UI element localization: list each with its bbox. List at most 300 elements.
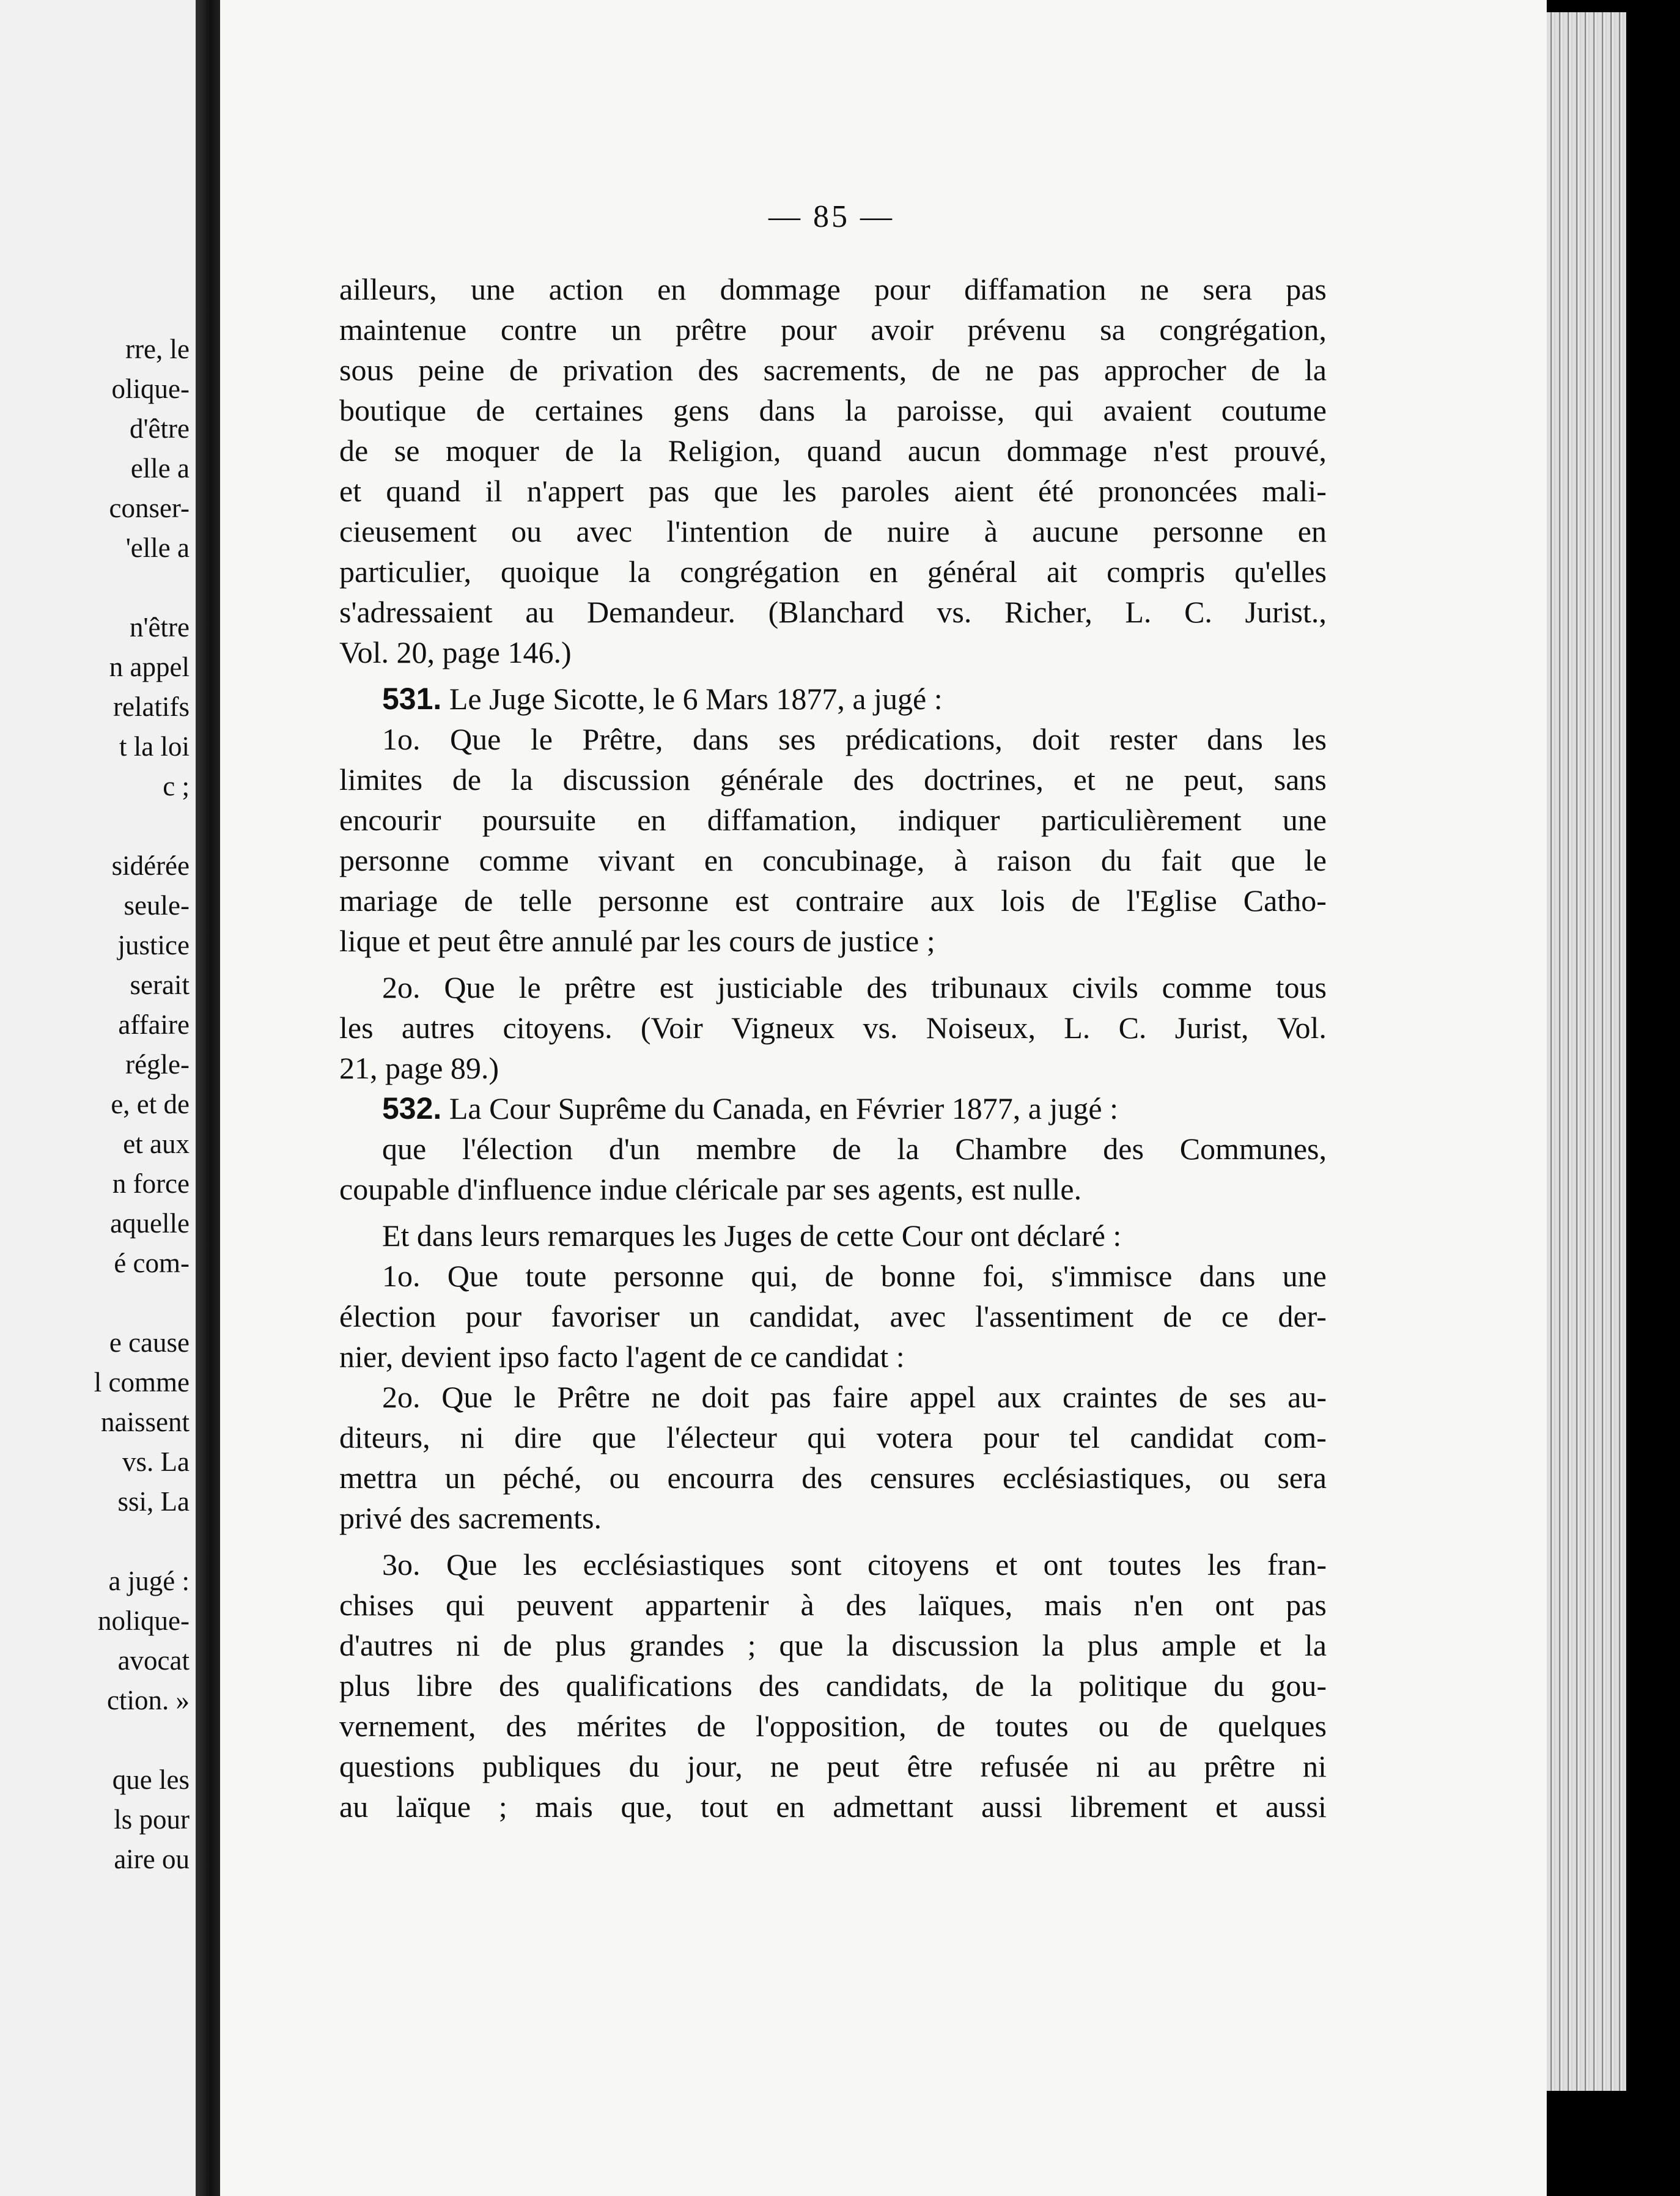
page-edges (1547, 12, 1626, 2091)
word: et (1215, 1789, 1238, 1824)
text-line (339, 967, 1327, 1008)
word: pour (781, 312, 837, 347)
word: quand (806, 433, 882, 468)
prev-page-text-fragment: e, et de (111, 1089, 190, 1119)
word: des (506, 1709, 547, 1743)
word: il (485, 474, 503, 508)
word: diffamation, (707, 803, 857, 837)
word: du (1100, 843, 1132, 877)
word: prêtre (675, 312, 747, 347)
word: au (1148, 1749, 1177, 1783)
word: Prêtre (557, 1380, 630, 1414)
word: se (394, 433, 420, 468)
word: de (936, 1709, 965, 1743)
word: prédications, (845, 722, 1003, 756)
word: l'électeur (666, 1420, 778, 1454)
word: en (869, 555, 898, 589)
word: comme (479, 843, 569, 877)
text-line (339, 880, 1327, 921)
paragraph-531-heading (339, 679, 1327, 719)
prev-page-text-fragment: n'être (129, 612, 190, 643)
text-line (339, 1377, 1327, 1417)
word: être (907, 1749, 953, 1783)
prev-page-text-fragment: d'être (129, 413, 190, 444)
word: que, (621, 1789, 673, 1824)
text-line (339, 1417, 1327, 1457)
word: la (846, 1628, 869, 1662)
word: des (1103, 1132, 1144, 1166)
word: congrégation (680, 555, 840, 589)
word: en (704, 843, 734, 877)
word: candidats, (825, 1668, 949, 1703)
word: mariage (339, 883, 438, 918)
word: Religion, (668, 433, 781, 468)
word: les (339, 1011, 374, 1045)
word: la (1304, 1628, 1327, 1662)
prev-page-text-fragment: ls pour (114, 1804, 190, 1835)
word: d'un (608, 1132, 660, 1166)
word: ne (985, 353, 1014, 387)
word: 3o. (382, 1547, 421, 1582)
word: boutique (339, 393, 446, 427)
word: contraire (795, 883, 904, 918)
word: ont (1043, 1547, 1083, 1582)
word: quand (386, 474, 461, 508)
word: sa (1100, 312, 1126, 347)
text-line (339, 511, 1327, 551)
word: contre (500, 312, 577, 347)
word: personne (613, 1259, 724, 1293)
word: que (382, 1132, 427, 1166)
word: avaient (1103, 393, 1192, 427)
word: ne (1140, 272, 1170, 306)
word: et (1073, 762, 1096, 797)
word: tous (1275, 970, 1327, 1004)
word: de (1159, 1709, 1188, 1743)
text-line (339, 719, 1327, 759)
word: pas (1286, 272, 1327, 306)
word: en (776, 1789, 805, 1824)
word: dans (759, 393, 816, 427)
prev-page-text-fragment: a jugé : (108, 1566, 190, 1596)
prev-page-text-fragment: olique- (111, 374, 190, 404)
word: de (452, 762, 482, 797)
word: les (783, 474, 817, 508)
word: craintes (1062, 1380, 1158, 1414)
word: prononcées (1098, 474, 1238, 508)
word: diteurs, (339, 1420, 430, 1454)
word: des (759, 1668, 800, 1703)
word: C. (1184, 595, 1212, 629)
prev-page-text-fragment: justice (117, 930, 190, 960)
word: de (825, 1259, 854, 1293)
word: mettra (339, 1461, 418, 1495)
body-text (339, 269, 1327, 1827)
word: der- (1278, 1299, 1327, 1333)
word: une (471, 272, 515, 306)
word: l'Eglise (1126, 883, 1217, 918)
word: gou- (1270, 1668, 1327, 1703)
word: peine (418, 353, 485, 387)
word: la (1304, 353, 1327, 387)
prev-page-text-fragment: 'elle a (125, 532, 190, 563)
paragraph-532-heading (339, 1088, 1327, 1129)
word: prêtre (564, 970, 636, 1004)
word: laïques, (918, 1588, 1013, 1622)
word: que (1231, 843, 1275, 877)
text-line (339, 269, 1327, 309)
word: au (525, 595, 554, 629)
word: faire (832, 1380, 889, 1414)
word: le (514, 1380, 536, 1414)
prev-page-text-fragment: c ; (163, 771, 190, 801)
word: favoriser (551, 1299, 660, 1333)
word: vs. (937, 595, 972, 629)
word: de (975, 1668, 1004, 1703)
word: foi, (982, 1259, 1025, 1293)
word: tribunaux (930, 970, 1048, 1004)
word: que (779, 1628, 823, 1662)
word: 2o. (382, 1380, 421, 1414)
word: aux (930, 883, 974, 918)
word: dire (514, 1420, 562, 1454)
word: l'élection (462, 1132, 573, 1166)
word: action (548, 272, 624, 306)
text-line (339, 759, 1327, 800)
page-number: — 85 — (768, 199, 894, 234)
word: des (853, 762, 894, 797)
word: poursuite (482, 803, 596, 837)
word: quoique (501, 555, 600, 589)
word: approcher (1103, 353, 1226, 387)
word: Noiseux, (926, 1011, 1036, 1045)
word: aux (997, 1380, 1042, 1414)
prev-page-text-fragment: sidérée (111, 850, 190, 881)
text-line (339, 430, 1327, 471)
word: dans (1207, 722, 1263, 756)
prev-page-text-fragment: aire ou (114, 1844, 190, 1874)
word: avec (576, 514, 633, 548)
word: un (611, 312, 642, 347)
word: que (713, 474, 758, 508)
word: ne (651, 1380, 680, 1414)
word: élection (339, 1299, 437, 1333)
word: n'est (1153, 433, 1208, 468)
word: ecclésiastiques (583, 1547, 765, 1582)
word: s'immisce (1051, 1259, 1173, 1293)
word: de (476, 393, 505, 427)
word: l'intention (666, 514, 789, 548)
word: qui, (751, 1259, 798, 1293)
word: ou (1098, 1709, 1129, 1743)
word: plus (555, 1628, 606, 1662)
word: l'opposition, (756, 1709, 907, 1743)
word: pour (874, 272, 930, 306)
word: ecclésiastiques, (1002, 1461, 1192, 1495)
word: n'appert (526, 474, 624, 508)
word: nuire (886, 514, 950, 548)
word: quelques (1218, 1709, 1327, 1743)
text-line: Vol. 20, page 146.) (339, 635, 572, 669)
book-gutter (196, 0, 220, 2196)
text-line: Et dans leurs remarques les Juges de cette Cour ont déclaré : (382, 1218, 1122, 1253)
word: Que (446, 1547, 498, 1582)
word: moquer (445, 433, 539, 468)
word: ; (498, 1789, 507, 1824)
word: mali- (1262, 474, 1327, 508)
word: tout (700, 1789, 748, 1824)
word: les (523, 1547, 558, 1582)
paragraph-number: 532. (382, 1091, 442, 1126)
word: Vigneux (731, 1011, 835, 1045)
word: ni (1303, 1749, 1327, 1783)
prev-page-text-fragment: seule- (123, 890, 190, 921)
word: des (846, 1588, 887, 1622)
word: peut, (1184, 762, 1245, 797)
word: et (995, 1547, 1018, 1582)
word: la (1042, 1628, 1064, 1662)
word: indiquer (897, 803, 1000, 837)
word: à (800, 1588, 814, 1622)
word: aucun (907, 433, 981, 468)
text-line: lique et peut être annulé par les cours de justice ; (339, 924, 935, 958)
prev-page-text-fragment: affaire (118, 1009, 190, 1040)
prev-page-text-fragment: aquelle (110, 1208, 190, 1239)
prev-page-text-fragment: é com- (114, 1248, 190, 1278)
word: été (1037, 474, 1074, 508)
word: de (565, 433, 594, 468)
word: diffamation (964, 272, 1107, 306)
text-line (339, 800, 1327, 840)
word: Que (447, 1259, 499, 1293)
word: Que (441, 1380, 493, 1414)
word: dans (1199, 1259, 1256, 1293)
word: aussi (981, 1789, 1043, 1824)
word: justiciable (717, 970, 843, 1004)
word: cieusement (339, 514, 477, 548)
word: ses (1229, 1380, 1267, 1414)
word: 1o. (382, 722, 421, 756)
previous-page-fragment (0, 0, 196, 2196)
word: la (628, 555, 651, 589)
word: ni (1096, 1749, 1120, 1783)
word: doit (1032, 722, 1080, 756)
word: prêtre (1204, 1749, 1275, 1783)
word: fait (1160, 843, 1202, 877)
prev-page-text-fragment: e cause (109, 1327, 190, 1358)
word: mais (1044, 1588, 1102, 1622)
word: pas (770, 1380, 811, 1414)
text-line (339, 1256, 1327, 1296)
word: censures (869, 1461, 976, 1495)
word: personne (1153, 514, 1264, 548)
text-line (339, 1008, 1327, 1048)
word: mérites (577, 1709, 667, 1743)
word: politique (1078, 1668, 1188, 1703)
text-line (339, 1706, 1327, 1746)
word: Catho- (1243, 883, 1327, 918)
word: la (845, 393, 868, 427)
word: en (657, 272, 687, 306)
word: générale (720, 762, 824, 797)
word: ample (1161, 1628, 1237, 1662)
word: et (1259, 1628, 1281, 1662)
word: pas (1286, 1588, 1327, 1622)
text-line (339, 1544, 1327, 1585)
word: plus (339, 1668, 391, 1703)
word: Richer, (1004, 595, 1092, 629)
word: sont (790, 1547, 842, 1582)
word: laïque (396, 1789, 471, 1824)
text-line: Le Juge Sicotte, le 6 Mars 1877, a jugé : (449, 682, 943, 716)
prev-page-text-fragment: rre, le (125, 334, 190, 364)
word: paroles (841, 474, 930, 508)
word: avec (890, 1299, 946, 1333)
word: encourir (339, 803, 441, 837)
word: appel (909, 1380, 976, 1414)
word: le (1304, 843, 1327, 877)
text-line (339, 390, 1327, 430)
prev-page-text-fragment: naissent (101, 1407, 190, 1437)
word: la (1030, 1668, 1053, 1703)
word: peuvent (516, 1588, 614, 1622)
word: Communes, (1179, 1132, 1327, 1166)
word: s'adressaient (339, 595, 493, 629)
word: au- (1288, 1380, 1327, 1414)
word: au (339, 1789, 369, 1824)
word: appartenir (644, 1588, 769, 1622)
word: de (696, 1709, 726, 1743)
word: certaines (534, 393, 644, 427)
word: ailleurs, (339, 272, 437, 306)
prev-page-text-fragment: et aux (123, 1129, 190, 1159)
word: prouvé, (1234, 433, 1327, 468)
word: maintenue (339, 312, 467, 347)
word: avoir (871, 312, 934, 347)
prev-page-text-fragment: ction. » (107, 1685, 190, 1715)
word: est (659, 970, 694, 1004)
prev-page-text-fragment: vs. La (122, 1446, 190, 1477)
word: raison (997, 843, 1072, 877)
word: telle (519, 883, 572, 918)
word: toutes (995, 1709, 1069, 1743)
word: un (444, 1461, 476, 1495)
word: questions (339, 1749, 455, 1783)
word: aussi (1265, 1789, 1327, 1824)
word: privation (562, 353, 674, 387)
word: du (628, 1749, 660, 1783)
word: des (698, 353, 739, 387)
word: limites (339, 762, 423, 797)
word: particulier, (339, 555, 471, 589)
word: admettant (833, 1789, 954, 1824)
word: sera (1277, 1461, 1327, 1495)
text-line (339, 840, 1327, 880)
word: refusée (980, 1749, 1069, 1783)
text-line (339, 309, 1327, 350)
word: Jurist., (1245, 595, 1327, 629)
word: mais (535, 1789, 593, 1824)
word: n'en (1133, 1588, 1184, 1622)
word: qu'elles (1234, 555, 1327, 589)
word: péché, (503, 1461, 582, 1495)
text-line (339, 1625, 1327, 1665)
word: la (897, 1132, 919, 1166)
word: congrégation, (1159, 312, 1327, 347)
word: une (1282, 1259, 1327, 1293)
word: prévenu (967, 312, 1066, 347)
word: Que (450, 722, 501, 756)
word: du (1214, 1668, 1245, 1703)
text-line (339, 1457, 1327, 1498)
text-line: privé des sacrements. (339, 1501, 602, 1535)
word: fran- (1267, 1547, 1327, 1582)
word: sacrements, (763, 353, 907, 387)
text-line (339, 1786, 1327, 1827)
word: civils (1072, 970, 1138, 1004)
word: sans (1273, 762, 1327, 797)
word: de (823, 514, 853, 548)
word: jour, (687, 1749, 743, 1783)
word: doctrines, (924, 762, 1044, 797)
word: une (1282, 803, 1327, 837)
text-line: 21, page 89.) (339, 1051, 499, 1085)
text-line (339, 1746, 1327, 1786)
word: ou (609, 1461, 640, 1495)
prev-page-text-fragment: n force (112, 1168, 190, 1199)
word: de (832, 1132, 861, 1166)
word: des (801, 1461, 842, 1495)
word: sous (339, 353, 394, 387)
word: qui (446, 1588, 485, 1622)
word: (Voir (640, 1011, 703, 1045)
prev-page-text-fragment: l comme (94, 1367, 190, 1398)
word: personne (339, 843, 450, 877)
word: de (1071, 883, 1100, 918)
word: candidat, (749, 1299, 861, 1333)
word: et (339, 474, 362, 508)
word: de (503, 1628, 532, 1662)
word: autres (401, 1011, 475, 1045)
word: discussion (891, 1628, 1019, 1662)
word: Demandeur. (587, 595, 736, 629)
text-line (339, 551, 1327, 592)
word: pas (648, 474, 690, 508)
word: pour (465, 1299, 522, 1333)
word: ni (456, 1628, 481, 1662)
word: ; (747, 1628, 756, 1662)
word: paroisse, (896, 393, 1005, 427)
word: discussion (562, 762, 690, 797)
word: Jurist, (1174, 1011, 1249, 1045)
word: gens (673, 393, 729, 427)
word: les (1292, 722, 1327, 756)
word: ni (460, 1420, 484, 1454)
prev-page-text-fragment: t la loi (119, 731, 190, 762)
word: ne (770, 1749, 800, 1783)
word: L. (1064, 1011, 1091, 1045)
prev-page-text-fragment: conser- (109, 493, 190, 523)
word: de (509, 353, 539, 387)
word: libre (416, 1668, 473, 1703)
word: Chambre (955, 1132, 1067, 1166)
word: des (866, 970, 908, 1004)
word: librement (1070, 1789, 1188, 1824)
word: est (735, 883, 769, 918)
word: (Blanchard (768, 595, 904, 629)
prev-page-text-fragment: relatifs (113, 691, 190, 722)
word: l'assentiment (975, 1299, 1134, 1333)
